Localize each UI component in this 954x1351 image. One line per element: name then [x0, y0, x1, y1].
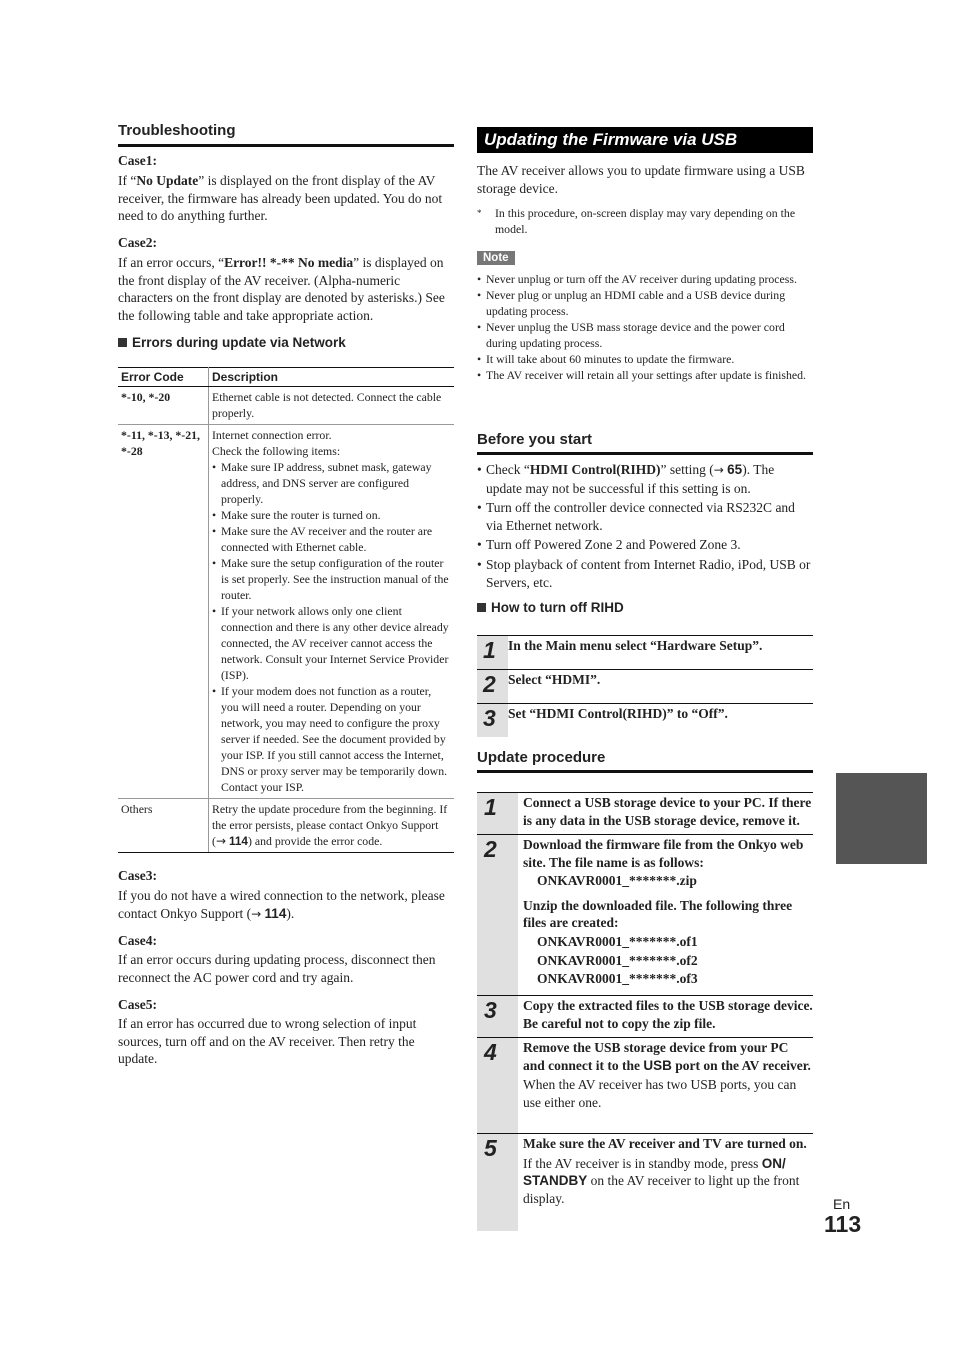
- page-number: 113: [824, 1211, 862, 1237]
- case4-text: If an error occurs during updating process, disconnect then reconnect the AC power cord and try again.: [118, 952, 436, 985]
- heading-rule: [477, 770, 813, 773]
- list-item: • If your network allows only one client connection and there is any other device already connected, the AV receiver cannot access the network. Consult your Internet Service Provider (ISP).: [212, 604, 449, 682]
- usb-label: USB: [643, 1057, 672, 1073]
- case5-text: If an error has occurred due to wrong selection of input sources, turn off and on the AV receiver. Then retry the update.: [118, 1016, 417, 1067]
- key-label: ON/ STANDBY: [523, 1155, 786, 1189]
- rihd-step: [477, 703, 813, 737]
- list-item: • If your modem does not function as a router, you will need a router. Depending on your network, you may need to configure the proxy server if needed. See the document provided by your ISP. If you still cannot access the Internet, DNS or proxy server may be temporarily down. Contact your ISP.: [212, 684, 448, 794]
- step-text: Set “HDMI Control(RIHD)” to “Off”.: [508, 706, 728, 721]
- step-description: If the AV receiver is in standby mode, press ON/ STANDBY on the AV receiver to light up the front display.: [523, 1155, 800, 1206]
- description-line: Check the following items:: [212, 444, 341, 458]
- file-name: ONKAVR0001_*******.of2: [537, 952, 698, 968]
- description-cell: Retry the update procedure from the beginning. If the error persists, please contact Onkyo Support (→ 114) and provide the error code.: [209, 799, 455, 853]
- list-item: • Never plug or unplug an HDMI cable and a USB device during updating process.: [477, 288, 786, 318]
- case4-heading: Case4:: [118, 933, 157, 948]
- page-reference: 65: [727, 462, 743, 477]
- step-number: 4: [477, 1038, 518, 1133]
- language-label: En: [833, 1196, 851, 1212]
- list-item: • Make sure the AV receiver and the router are connected with Ethernet cable.: [212, 524, 433, 554]
- table-row: [118, 425, 454, 799]
- error-code-cell: Others: [118, 799, 209, 853]
- step-text: Select “HDMI”.: [508, 672, 601, 687]
- step-text: Connect a USB storage device to your PC. If there is any data in the USB storage device, remove it.: [523, 795, 812, 828]
- error-table: [118, 367, 454, 853]
- step-description: When the AV receiver has two USB ports, you can use either one.: [523, 1077, 797, 1110]
- update-step: [477, 834, 813, 995]
- note-label: Note: [477, 251, 515, 265]
- description-line: Internet connection error.: [212, 428, 332, 442]
- error-code-cell: *-10, *-20: [118, 387, 209, 425]
- list-item: • The AV receiver will retain all your settings after update is finished.: [477, 368, 806, 382]
- description-cell: [209, 425, 455, 799]
- case1-heading: Case1:: [118, 153, 157, 168]
- step-number: 3: [477, 704, 508, 737]
- list-item: • Never unplug the USB mass storage device and the power cord during updating process.: [477, 320, 785, 350]
- arrow-icon: →: [251, 906, 262, 921]
- rihd-heading: How to turn off RIHD: [477, 600, 624, 615]
- footnote: * In this procedure, on-screen display may vary depending on the model.: [477, 206, 796, 236]
- update-step: [477, 1037, 813, 1133]
- list-item: • Turn off the controller device connected via RS232C and via Ethernet network.: [477, 500, 795, 533]
- error-code-cell: *-11, *-13, *-21, *-28: [118, 425, 209, 799]
- arrow-icon: →: [215, 834, 226, 848]
- before-heading: Before you start: [477, 431, 593, 448]
- list-item: • Make sure the router is turned on.: [212, 508, 381, 522]
- list-item: • Stop playback of content from Internet Radio, iPod, USB or Servers, etc.: [477, 556, 811, 590]
- arrow-icon: →: [713, 463, 724, 477]
- heading-rule: [118, 144, 454, 147]
- step-number: 2: [477, 670, 508, 703]
- file-name: ONKAVR0001_*******.of3: [537, 971, 698, 987]
- step-number: 2: [477, 835, 518, 995]
- table-row: [118, 799, 454, 853]
- list-item: • It will take about 60 minutes to update the firmware.: [477, 352, 735, 366]
- page-reference: 114: [264, 905, 287, 921]
- square-icon: [118, 338, 127, 347]
- note-list: [477, 271, 813, 383]
- step-text: In the Main menu select “Hardware Setup”.: [508, 638, 763, 653]
- step-text: Remove the USB storage device from your PC and connect it to the USB port on the AV receiver. When the AV receiver has two USB ports, you can use either one.: [518, 1038, 813, 1133]
- description-cell: Ethernet cable is not detected. Connect the cable properly.: [209, 387, 455, 425]
- footnote-mark: *: [477, 208, 482, 218]
- case2-text: If an error occurs, “Error!! *-** No media” is displayed on the front display of the AV receiver. (Alpha-numeric characters on the front display are denoted by asterisks.) See the following table and take appropriate action.: [118, 255, 445, 323]
- file-name: ONKAVR0001_*******.of1: [537, 933, 698, 949]
- step-number: 5: [477, 1134, 518, 1231]
- case3-heading: Case3:: [118, 868, 157, 883]
- table-header-row: [118, 368, 454, 387]
- col-error-code: Error Code: [118, 368, 209, 387]
- intro-text: The AV receiver allows you to update firmware using a USB storage device.: [477, 163, 805, 196]
- page-reference: 114: [228, 834, 248, 848]
- list-item: • Make sure the setup configuration of the router is set properly. See the instruction manual of the router.: [212, 556, 449, 602]
- update-step: [477, 1133, 813, 1231]
- col-description: Description: [209, 368, 455, 387]
- heading-rule: [477, 452, 813, 455]
- case5-heading: Case5:: [118, 997, 157, 1012]
- file-name: ONKAVR0001_*******.zip: [537, 873, 697, 889]
- list-item: • Turn off Powered Zone 2 and Powered Zone 3.: [477, 537, 741, 553]
- procedure-heading: Update procedure: [477, 749, 606, 766]
- step-text: Copy the extracted files to the USB storage device. Be careful not to copy the zip file.: [523, 998, 813, 1031]
- troubleshooting-heading: Troubleshooting: [118, 122, 236, 139]
- case3-text: If you do not have a wired connection to the network, please contact Onkyo Support (→ 114).: [118, 888, 445, 921]
- step-number: 3: [477, 996, 518, 1037]
- step-text: Make sure the AV receiver and TV are turned on. If the AV receiver is in standby mode, press ON/ STANDBY on the AV receiver to light up the front display.: [518, 1134, 813, 1231]
- section-tab: [836, 773, 927, 864]
- rihd-step: [477, 669, 813, 703]
- case1-text: If “No Update” is displayed on the front display of the AV receiver, the firmware has already been updated. You do not need to do anything further.: [118, 173, 443, 224]
- step-text: Download the firmware file from the Onkyo web site. The file name is as follows: ONKAVR0001_*******.zip Unzip the downloaded file. The following three files are created: ONKAVR0001_*******.of1 ONKAVR0001_*******.of2 ONKAVR0001_*******.of3: [518, 835, 813, 995]
- update-step: [477, 792, 813, 834]
- section-title: Updating the Firmware via USB: [477, 127, 813, 153]
- list-item: • Never unplug or turn off the AV receiver during updating process.: [477, 272, 797, 286]
- table-row: [118, 387, 454, 425]
- step-number: 1: [477, 793, 518, 834]
- rihd-step: [477, 635, 813, 669]
- case2-heading: Case2:: [118, 235, 157, 250]
- square-icon: [477, 603, 486, 612]
- step-number: 1: [477, 636, 508, 669]
- errors-heading: Errors during update via Network: [118, 335, 346, 350]
- list-item: • Check “HDMI Control(RIHD)” setting (→ 65). The update may not be successful if this setting is on.: [477, 462, 775, 496]
- list-item: • Make sure IP address, subnet mask, gateway address, and DNS server are configured properly.: [212, 460, 432, 506]
- update-step: [477, 995, 813, 1037]
- before-list: [477, 461, 813, 593]
